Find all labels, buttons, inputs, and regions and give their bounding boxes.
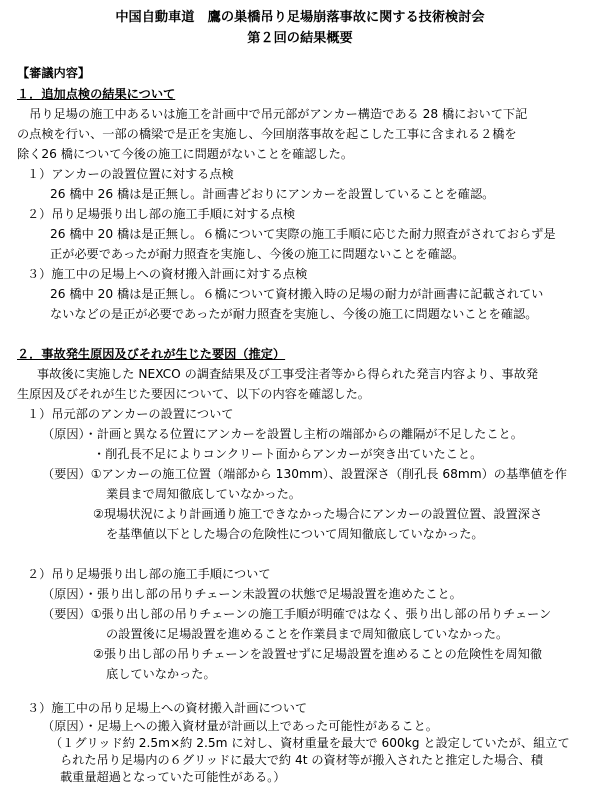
paragraph-line: 生原因及びそれが生じた要因について、以下の内容を確認した。 (17, 387, 370, 401)
paragraph-line: 26 橋中 26 橋は是正無し。計画書どおりにアンカーを設置していることを確認。 (50, 187, 495, 201)
note-line: （１グリッド約 2.5m×約 2.5m に対し、資材重量を最大で 600kg と設定していたが、組立て (50, 736, 570, 750)
factor-line: 業員まで周知徹底していなかった。 (106, 487, 301, 501)
paragraph-line: 正が必要であったが耐力照査を実施し、今後の施工に問題ないことを確認。 (50, 247, 465, 261)
factor-line: ②張り出し部の吊りチェーンを設置せずに足場設置を進めることの危険性を周知徹 (93, 647, 543, 661)
factor-line: （要因）①アンカーの施工位置（端部から 130mm）、設置深さ（削孔長 68mm）の基準値を作 (42, 467, 567, 481)
paragraph-line: 除く26 橋について今後の施工に問題がないことを確認した。 (17, 147, 354, 161)
document-title: 中国自動車道 鷹の巣橋吊り足場崩落事故に関する技術検討会 (115, 10, 485, 25)
note-line: 載重量超過となっていた可能性がある。） (60, 770, 286, 784)
factor-line: （要因）①張り出し部の吊りチェーンの施工手順が明確ではなく、張り出し部の吊りチェーン (42, 607, 552, 621)
subsection-heading: ２）吊り足場張り出し部の施工手順について (27, 567, 271, 581)
paragraph-line: 事故後に実施した NEXCO の調査結果及び工事受注者等から得られた発言内容より、事故発 (37, 367, 539, 381)
section-heading-1: １．追加点検の結果について (17, 87, 176, 101)
cause-line: （原因）・張り出し部の吊りチェーン未設置の状態で足場設置を進めたこと。 (42, 587, 462, 601)
cause-line: ・削孔長不足によりコンクリート面からアンカーが突き出ていたこと。 (93, 447, 483, 461)
paragraph-line: ないなどの是正が必要であったが耐力照査を実施し、今後の施工に問題ないことを確認。 (50, 307, 538, 321)
subsection-heading: ３）施工中の足場上への資材搬入計画に対する点検 (27, 267, 308, 281)
factor-line: の設置後に足場設置を進めることを作業員まで周知徹底していなかった。 (106, 627, 509, 641)
subsection-heading: １）アンカーの設置位置に対する点検 (27, 167, 234, 181)
factor-line: を基準値以下とした場合の危険性について周知徹底していなかった。 (106, 527, 484, 541)
factor-line: 底していなかった。 (106, 667, 216, 681)
paragraph-line: 26 橋中 20 橋は是正無し。６橋について資材搬入時の足場の耐力が計画書に記載されてい (50, 287, 544, 301)
subsection-heading: １）吊元部のアンカーの設置について (27, 407, 234, 421)
section-heading-review: 【審議内容】 (17, 66, 91, 80)
factor-line: ②現場状況により計画通り施工できなかった場合にアンカーの設置位置、設置深さ (93, 507, 543, 521)
paragraph-line: 26 橋中 20 橋は是正無し。６橋について実際の施工手順に応じた耐力照査がされておらず是 (50, 227, 556, 241)
cause-line: （原因）・計画と異なる位置にアンカーを設置し主桁の端部からの離隔が不足したこと。 (42, 427, 523, 441)
paragraph-line: 吊り足場の施工中あるいは施工を計画中で吊元部がアンカー構造である 28 橋において下記 (17, 107, 528, 121)
subsection-heading: ３）施工中の吊り足場上への資材搬入計画について (27, 701, 308, 715)
cause-line: （原因）・足場上への搬入資材量が計画以上であった可能性があること。 (42, 719, 438, 733)
subsection-heading: ２）吊り足場張り出し部の施工手順に対する点検 (27, 207, 296, 221)
document-subtitle: 第２回の結果概要 (247, 31, 353, 46)
paragraph-line: の点検を行い、一部の橋梁で是正を実施し、今回崩落事故を起こした工事に含まれる２橋を (17, 127, 517, 141)
note-line: られた吊り足場内の６グリッドに最大で約 4t の資材等が搬入されたと推定した場合、積 (60, 753, 543, 767)
section-heading-2: ２．事故発生原因及びそれが生じた要因（推定） (17, 347, 286, 361)
